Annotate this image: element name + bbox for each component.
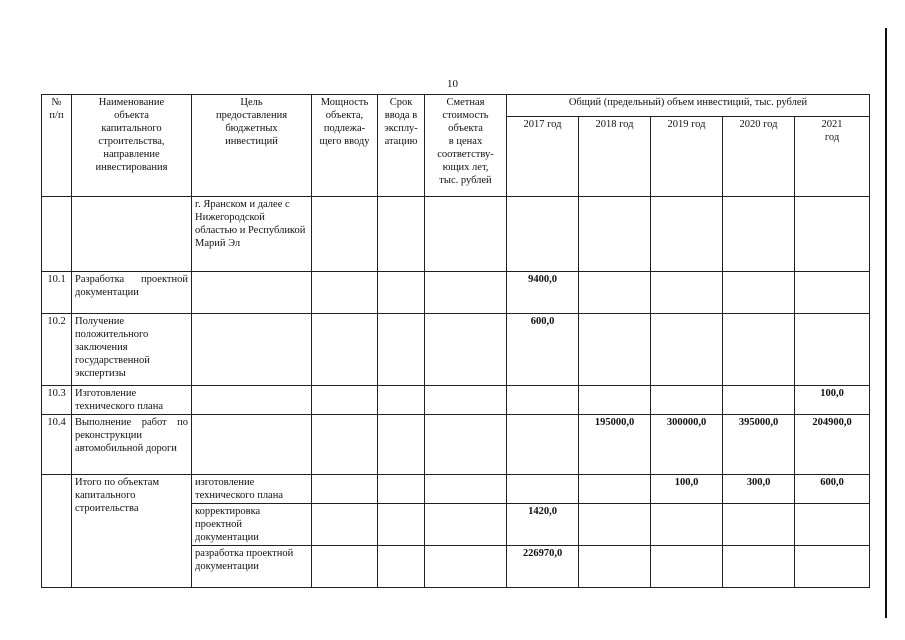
totals-cost <box>425 546 507 588</box>
row-num: 10.4 <box>42 415 72 475</box>
table-row <box>42 197 870 272</box>
row-capacity <box>312 272 378 314</box>
row-name: Изготовление технического плана <box>72 386 192 415</box>
totals-term <box>378 504 425 546</box>
totals-value-0: 1420,0 <box>507 504 579 546</box>
row-value-4 <box>795 197 870 272</box>
header-year-2019: 2019 год <box>651 117 723 197</box>
row-value-4: 204900,0 <box>795 415 870 475</box>
row-purpose: г. Яранском и далее с Нижегородской областью и Республикой Марий Эл <box>192 197 312 272</box>
row-num: 10.3 <box>42 386 72 415</box>
header-year-2020: 2020 год <box>723 117 795 197</box>
row-value-2 <box>651 197 723 272</box>
totals-value-3 <box>723 504 795 546</box>
row-value-2: 300000,0 <box>651 415 723 475</box>
row-num: 10.2 <box>42 314 72 386</box>
totals-value-4 <box>795 504 870 546</box>
row-value-1 <box>579 386 651 415</box>
totals-value-2: 100,0 <box>651 475 723 504</box>
row-capacity <box>312 197 378 272</box>
row-name: Выполнение работ по реконструкции автомобильной дороги <box>72 415 192 475</box>
table-row <box>42 415 870 475</box>
header-year-2018: 2018 год <box>579 117 651 197</box>
totals-row <box>42 475 870 504</box>
row-term <box>378 272 425 314</box>
row-capacity <box>312 386 378 415</box>
totals-value-2 <box>651 546 723 588</box>
investment-table <box>41 94 870 588</box>
row-num: 10.1 <box>42 272 72 314</box>
row-value-0 <box>507 386 579 415</box>
row-cost <box>425 314 507 386</box>
totals-value-3: 300,0 <box>723 475 795 504</box>
header-row <box>42 95 870 117</box>
header-year-2021: 2021 год <box>795 117 870 197</box>
header-name: Наименование объекта капитального строительства, направление инвестирования <box>72 95 192 197</box>
row-value-2 <box>651 314 723 386</box>
totals-value-1 <box>579 475 651 504</box>
row-purpose <box>192 272 312 314</box>
totals-value-2 <box>651 504 723 546</box>
row-term <box>378 197 425 272</box>
row-name: Разработка проектной документации <box>72 272 192 314</box>
row-term <box>378 314 425 386</box>
row-value-0: 600,0 <box>507 314 579 386</box>
row-name: Получение положительного заключения государственной экспертизы <box>72 314 192 386</box>
row-value-3 <box>723 314 795 386</box>
totals-value-1 <box>579 546 651 588</box>
totals-capacity <box>312 504 378 546</box>
row-value-0 <box>507 415 579 475</box>
row-purpose <box>192 386 312 415</box>
table-row <box>42 314 870 386</box>
totals-term <box>378 546 425 588</box>
row-value-2 <box>651 272 723 314</box>
row-cost <box>425 197 507 272</box>
row-cost <box>425 415 507 475</box>
totals-capacity <box>312 546 378 588</box>
row-value-2 <box>651 386 723 415</box>
totals-name: Итого по объектам капитального строительства <box>72 475 192 588</box>
row-capacity <box>312 314 378 386</box>
header-capacity: Мощность объекта, подлежа- щего вводу <box>312 95 378 197</box>
totals-value-1 <box>579 504 651 546</box>
row-value-0 <box>507 197 579 272</box>
totals-num <box>42 475 72 588</box>
totals-term <box>378 475 425 504</box>
row-capacity <box>312 415 378 475</box>
row-num <box>42 197 72 272</box>
row-value-1 <box>579 314 651 386</box>
totals-value-0: 226970,0 <box>507 546 579 588</box>
row-cost <box>425 386 507 415</box>
row-value-1: 195000,0 <box>579 415 651 475</box>
row-value-4 <box>795 272 870 314</box>
totals-value-4: 600,0 <box>795 475 870 504</box>
table-row <box>42 386 870 415</box>
header-purpose: Цель предоставления бюджетных инвестиций <box>192 95 312 197</box>
row-value-3 <box>723 386 795 415</box>
row-value-3 <box>723 197 795 272</box>
row-value-3 <box>723 272 795 314</box>
row-term <box>378 415 425 475</box>
row-value-1 <box>579 197 651 272</box>
header-num: № п/п <box>42 95 72 197</box>
header-term: Срок ввода в эксплу- атацию <box>378 95 425 197</box>
row-cost <box>425 272 507 314</box>
row-purpose <box>192 314 312 386</box>
row-name <box>72 197 192 272</box>
row-purpose <box>192 415 312 475</box>
totals-cost <box>425 475 507 504</box>
page-number: 10 <box>447 78 458 90</box>
row-value-3: 395000,0 <box>723 415 795 475</box>
totals-value-0 <box>507 475 579 504</box>
totals-purpose: разработка проектной документации <box>192 546 312 588</box>
table-row <box>42 272 870 314</box>
header-year-2017: 2017 год <box>507 117 579 197</box>
totals-capacity <box>312 475 378 504</box>
row-value-1 <box>579 272 651 314</box>
header-total: Общий (предельный) объем инвестиций, тыс. рублей <box>507 95 870 117</box>
totals-value-3 <box>723 546 795 588</box>
row-value-4 <box>795 314 870 386</box>
row-value-0: 9400,0 <box>507 272 579 314</box>
totals-purpose: изготовление технического плана <box>192 475 312 504</box>
totals-cost <box>425 504 507 546</box>
header-cost: Сметная стоимость объекта в ценах соответству- ющих лет, тыс. рублей <box>425 95 507 197</box>
totals-purpose: корректировка проектной документации <box>192 504 312 546</box>
totals-value-4 <box>795 546 870 588</box>
row-value-4: 100,0 <box>795 386 870 415</box>
row-term <box>378 386 425 415</box>
page-edge-line <box>885 28 887 618</box>
